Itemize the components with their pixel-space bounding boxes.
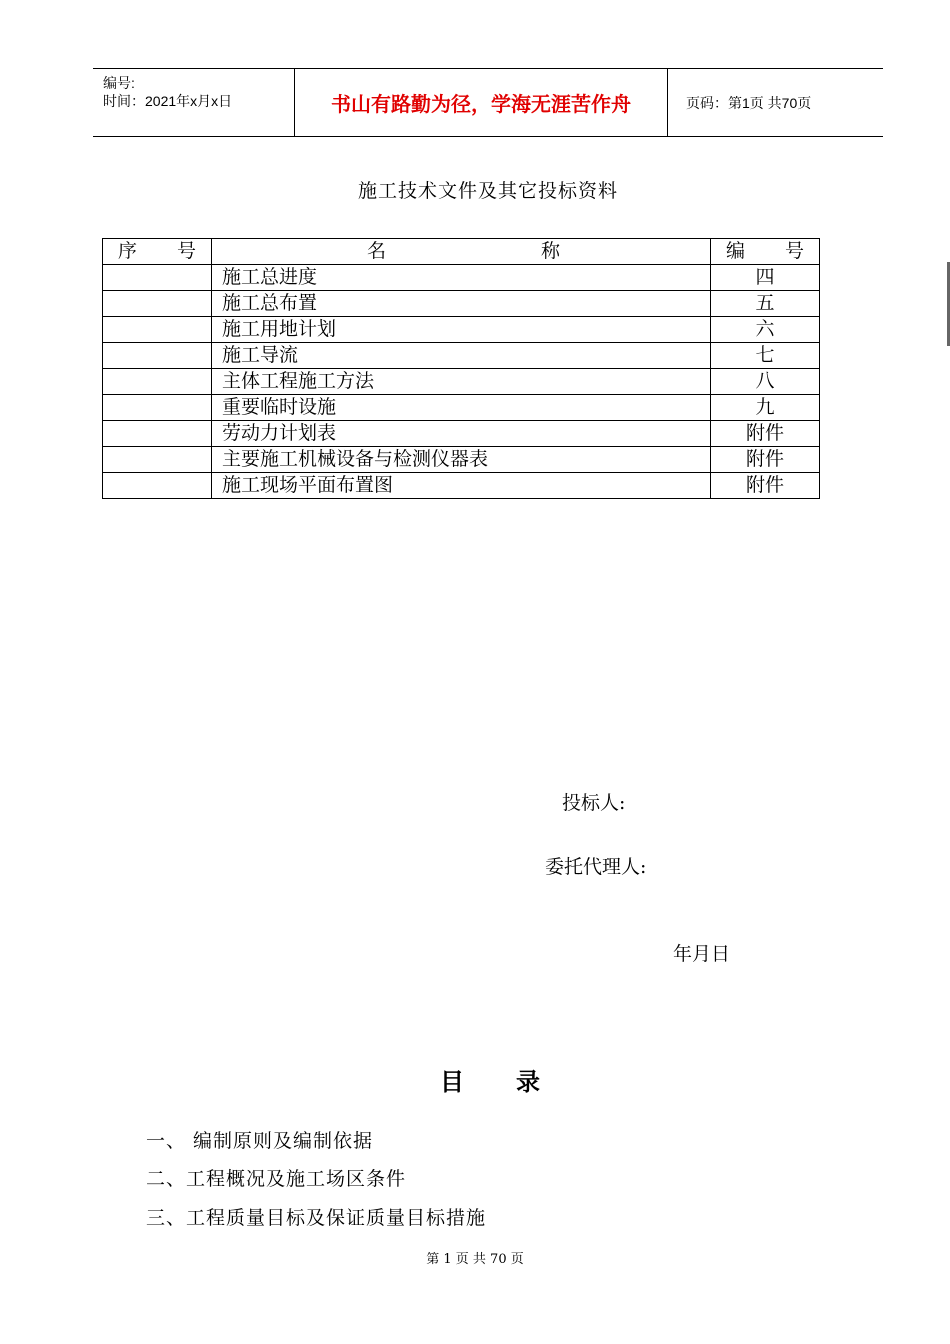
toc-item-2: 二、工程概况及施工场区条件 (146, 1168, 407, 1190)
row-no (103, 473, 212, 499)
agent-label: 委托代理人: (545, 856, 647, 878)
toc-item-3: 三、工程质量目标及保证质量目标措施 (146, 1207, 487, 1229)
header-name-2: 称 (540, 240, 560, 262)
header-meta (93, 69, 293, 136)
page-header (93, 68, 883, 137)
row-code: 九 (711, 395, 820, 421)
row-name: 施工用地计划 (212, 317, 711, 343)
row-name: 主要施工机械设备与检测仪器表 (212, 447, 711, 473)
header-motto: 书山有路勤为径，学海无涯苦作舟 (294, 69, 668, 136)
date-label: 年月日 (673, 943, 731, 965)
row-no (103, 395, 212, 421)
header-name-1: 名 (367, 240, 387, 262)
table-row (103, 265, 820, 291)
row-name: 施工现场平面布置图 (212, 473, 711, 499)
row-code: 六 (711, 317, 820, 343)
table-row (103, 473, 820, 499)
row-code: 四 (711, 265, 820, 291)
header-page-info (676, 69, 883, 136)
table-row (103, 369, 820, 395)
row-name: 主体工程施工方法 (212, 369, 711, 395)
header-no (103, 239, 212, 265)
toc-title: 目录 (440, 1068, 592, 1096)
row-no (103, 369, 212, 395)
row-code: 附件 (711, 473, 820, 499)
header-code-2: 号 (784, 240, 804, 262)
page-info-text: 页码：第1页 共70页 (686, 94, 812, 111)
table-header-row (103, 239, 820, 265)
table-row (103, 343, 820, 369)
row-no (103, 265, 212, 291)
row-no (103, 343, 212, 369)
row-name: 劳动力计划表 (212, 421, 711, 447)
row-code: 附件 (711, 421, 820, 447)
row-no (103, 317, 212, 343)
table-row (103, 447, 820, 473)
bidder-label: 投标人: (562, 792, 626, 814)
page-footer: 第 1 页 共 70 页 (426, 1252, 524, 1267)
document-title: 施工技术文件及其它投标资料 (357, 180, 618, 202)
header-name (212, 239, 711, 265)
row-code: 八 (711, 369, 820, 395)
row-no (103, 447, 212, 473)
code-label: 编号: (103, 75, 135, 91)
table-row (103, 291, 820, 317)
row-code: 五 (711, 291, 820, 317)
table-row (103, 395, 820, 421)
row-code: 附件 (711, 447, 820, 473)
row-no (103, 421, 212, 447)
row-name: 施工总布置 (212, 291, 711, 317)
header-code (711, 239, 820, 265)
row-no (103, 291, 212, 317)
row-name: 施工总进度 (212, 265, 711, 291)
header-no-2: 号 (176, 240, 196, 262)
row-name: 施工导流 (212, 343, 711, 369)
time-label: 时间：2021年x月x日 (103, 93, 233, 109)
materials-table (102, 238, 820, 499)
table-row (103, 317, 820, 343)
header-code-1: 编 (726, 240, 746, 262)
toc-item-1: 一、 编制原则及编制依据 (146, 1130, 374, 1152)
row-code: 七 (711, 343, 820, 369)
table-row (103, 421, 820, 447)
header-no-1: 序 (118, 240, 138, 262)
row-name: 重要临时设施 (212, 395, 711, 421)
